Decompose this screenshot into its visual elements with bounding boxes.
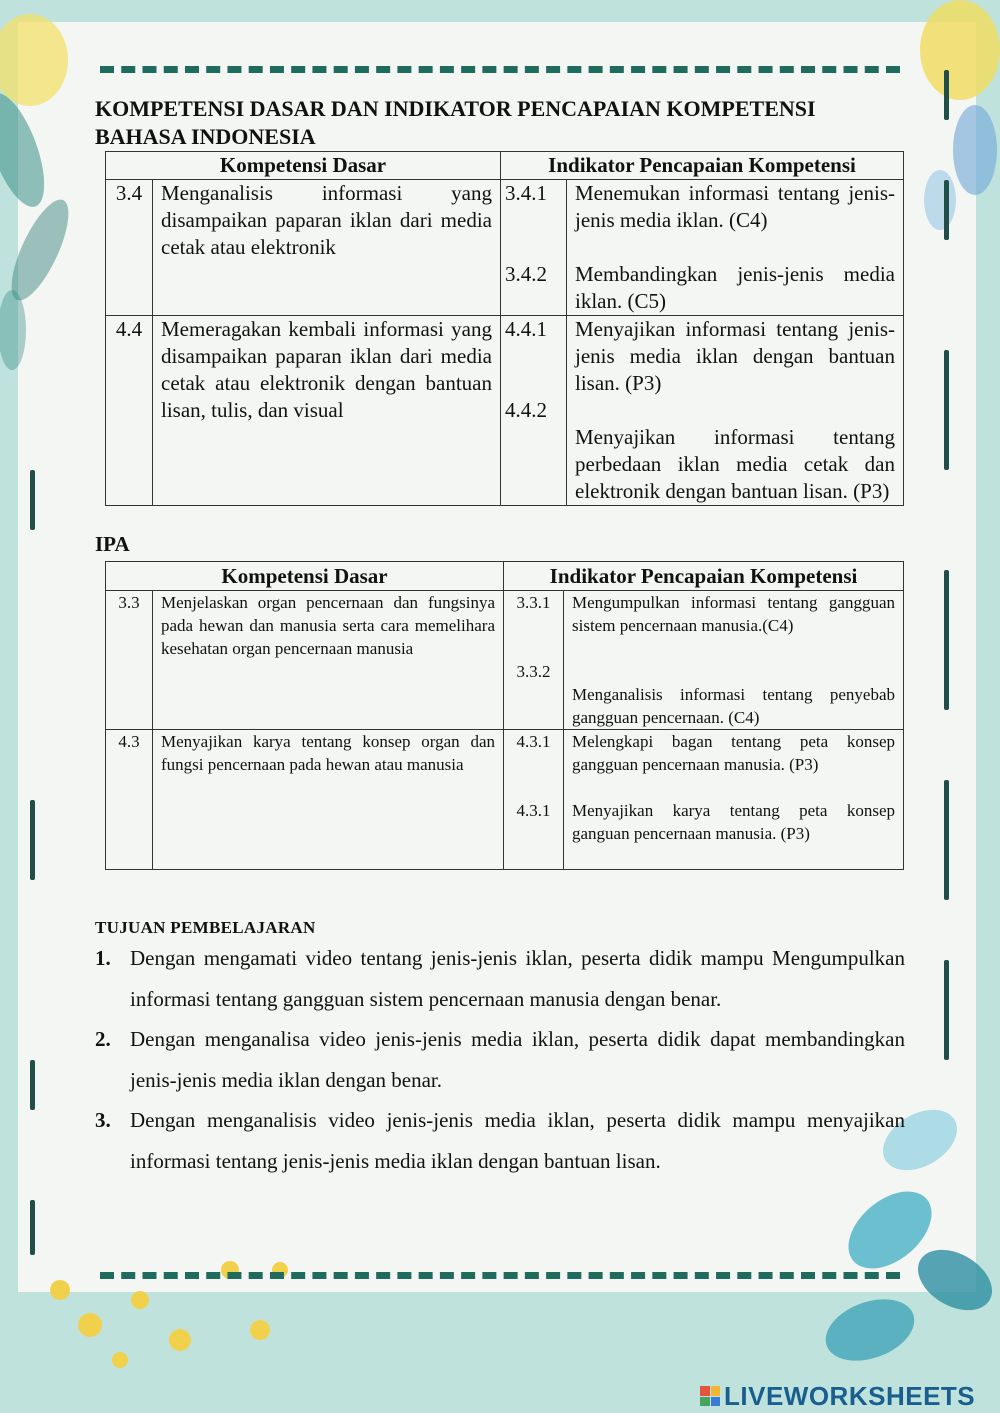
frame-right-bar	[944, 960, 949, 1060]
kd-text: Menjelaskan organ pencernaan dan fungsinya pada hewan dan manusia serta cara memelihara kesehatan organ pencernaan manusia	[153, 591, 504, 730]
frame-bottom-dashes	[100, 1272, 900, 1279]
goal-number: 2.	[95, 1027, 111, 1051]
indicator-text: Menyajikan karya tentang peta konsep ganguan pencernaan manusia. (P3)	[572, 801, 895, 843]
tujuan-heading: TUJUAN PEMBELAJARAN	[95, 918, 316, 937]
indicator-number: 4.4.2	[505, 398, 547, 422]
frame-right-bar	[944, 780, 949, 900]
table-row	[106, 591, 904, 730]
indicator-numbers	[504, 730, 564, 870]
indicator-text: Menyajikan informasi tentang jenis-jenis media iklan dengan bantuan lisan. (P3)	[575, 317, 895, 395]
frame-left-bar	[30, 470, 35, 530]
subject-title: BAHASA INDONESIA	[95, 124, 316, 149]
goal-text: Dengan menganalisa video jenis-jenis media iklan, peserta didik dapat membandingkan jenis-jenis media iklan dengan benar.	[130, 1027, 905, 1092]
decor-bottom-left-flowers-icon	[20, 1230, 320, 1390]
kd-number: 4.3	[106, 730, 153, 870]
bi-competency-table	[105, 151, 904, 506]
table-row	[106, 316, 904, 506]
indicator-numbers	[504, 591, 564, 730]
frame-left-bar	[30, 800, 35, 880]
document-body	[95, 95, 905, 1181]
frame-left-bar	[30, 1200, 35, 1255]
logo-mark-icon	[700, 1386, 720, 1406]
goal-number: 3.	[95, 1108, 111, 1132]
kd-text: Menyajikan karya tentang konsep organ dan fungsi pencernaan pada hewan atau manusia	[153, 730, 504, 870]
list-item	[95, 1100, 905, 1181]
list-item	[95, 938, 905, 1019]
indicator-number: 3.4.1	[505, 181, 547, 205]
indicator-number: 3.4.2	[505, 262, 547, 286]
kd-number: 3.4	[106, 180, 153, 316]
indicator-text: Mengumpulkan informasi tentang gangguan sistem pencernaan manusia.(C4)	[572, 593, 895, 635]
liveworksheets-logo[interactable]	[700, 1382, 975, 1410]
table-header-row	[106, 562, 904, 591]
frame-left-bar	[30, 1060, 35, 1110]
indicator-text: Membandingkan jenis-jenis media iklan. (C5)	[575, 262, 895, 313]
goal-text: Dengan mengamati video tentang jenis-jenis iklan, peserta didik mampu Mengumpulkan informasi tentang gangguan sistem pencernaan manusia dengan benar.	[130, 946, 905, 1011]
kd-number: 4.4	[106, 316, 153, 506]
indicator-text: Melengkapi bagan tentang peta konsep gangguan pencernaan manusia. (P3)	[572, 732, 895, 774]
indicator-number: 4.3.1	[516, 732, 551, 751]
table-row	[106, 730, 904, 870]
table-header-row	[106, 152, 904, 180]
indicator-texts	[564, 591, 904, 730]
frame-right-bar	[944, 350, 949, 470]
goal-text: Dengan menganalisis video jenis-jenis media iklan, peserta didik mampu menyajikan informasi tentang jenis-jenis media iklan dengan bantuan lisan.	[130, 1108, 905, 1173]
indicator-text: Menganalisis informasi tentang penyebab gangguan pencernaan. (C4)	[572, 685, 895, 727]
decor-top-left-leaves-icon	[0, 0, 110, 380]
indicator-numbers	[501, 180, 567, 316]
indicator-number: 3.3.1	[516, 593, 551, 612]
indicator-text: Menyajikan informasi tentang perbedaan iklan media cetak dan elektronik dengan bantuan lisan. (P3)	[575, 425, 895, 503]
indicator-texts	[567, 316, 904, 506]
column-header: Kompetensi Dasar	[106, 152, 501, 180]
indicator-texts	[564, 730, 904, 870]
table-row	[106, 180, 904, 316]
frame-right-bar	[944, 570, 949, 710]
kd-text: Memeragakan kembali informasi yang disampaikan paparan iklan dari media cetak atau elektronik dengan bantuan lisan, tulis, dan visual	[153, 316, 501, 506]
indicator-texts	[567, 180, 904, 316]
ipa-competency-table	[105, 561, 904, 870]
indicator-number: 4.4.1	[505, 317, 547, 341]
indicator-numbers	[501, 316, 567, 506]
column-header: Indikator Pencapaian Kompetensi	[501, 152, 904, 180]
goal-number: 1.	[95, 946, 111, 970]
kd-number: 3.3	[106, 591, 153, 730]
kd-text: Menganalisis informasi yang disampaikan paparan iklan dari media cetak atau elektronik	[153, 180, 501, 316]
ipa-section-label: IPA	[95, 532, 130, 556]
list-item	[95, 1019, 905, 1100]
goals-list	[95, 938, 905, 1181]
indicator-text: Menemukan informasi tentang jenis-jenis media iklan. (C4)	[575, 181, 895, 232]
logo-text: LIVEWORKSHEETS	[724, 1380, 976, 1411]
frame-right-bar	[944, 180, 949, 240]
column-header: Kompetensi Dasar	[106, 562, 504, 591]
indicator-number: 3.3.2	[516, 662, 551, 681]
indicator-number: 4.3.1	[516, 801, 551, 820]
frame-right-bar	[944, 70, 949, 120]
column-header: Indikator Pencapaian Kompetensi	[504, 562, 904, 591]
frame-top-dashes	[100, 66, 900, 73]
page-title: KOMPETENSI DASAR DAN INDIKATOR PENCAPAIAN KOMPETENSI	[95, 96, 816, 121]
